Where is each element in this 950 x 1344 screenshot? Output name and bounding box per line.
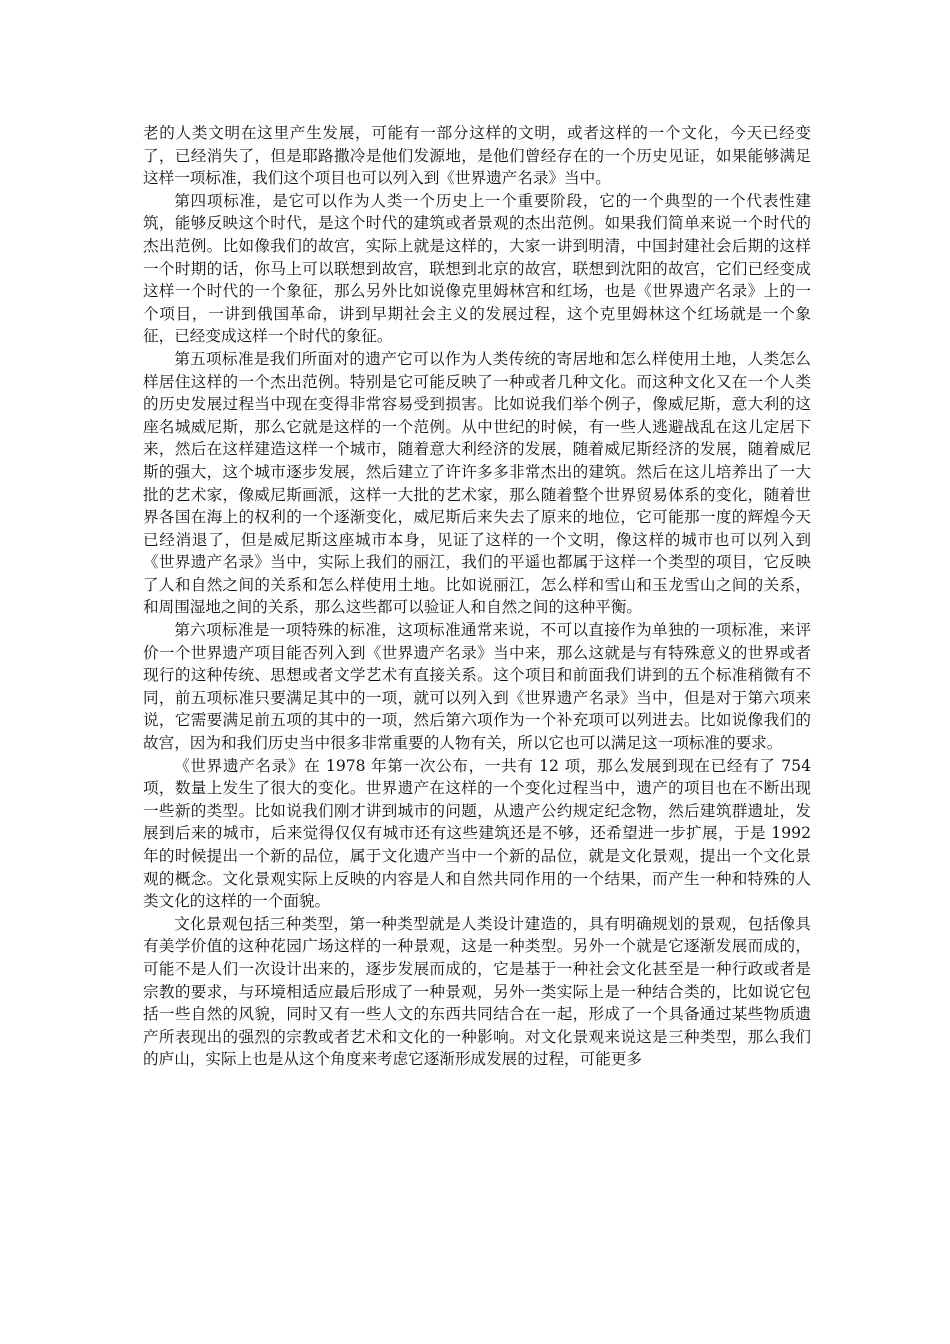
- paragraph-criterion-four: 第四项标准，是它可以作为人类一个历史上一个重要阶段，它的一个典型的一个代表性建筑，能够反映这个时代，是这个时代的建筑或者景观的杰出范例。如果我们简单来说一个时代的杰出范例。比如像我们的故宫，实际上就是这样的，大家一讲到明清，中国封建社会后期的这样一个时期的话，你马上可以联想到故宫，联想到北京的故宫，联想到沈阳的故宫，它们已经变成这样一个时代的一个象征，那么另外比如说像克里姆林宫和红场，也是《世界遗产名录》上的一个项目，一讲到俄国革命，讲到早期社会主义的发展过程，这个克里姆林这个红场就是一个象征，已经变成这样一个时代的象征。: [143, 191, 811, 346]
- document-body: [143, 122, 811, 1071]
- paragraph-cultural-landscape-types: 文化景观包括三种类型，第一种类型就是人类设计建造的，具有明确规划的景观，包括像具有美学价值的这种花园广场这样的一种景观，这是一种类型。另外一个就是它逐渐发展而成的，可能不是人们一次设计出来的，逐步发展而成的，它是基于一种社会文化甚至是一种行政或者是宗教的要求，与环境相适应最后形成了一种景观，另外一类实际上是一种结合类的，比如说它包括一些自然的风貌，同时又有一些人文的东西共同结合在一起，形成了一个具备通过某些物质遗产所表现出的强烈的宗教或者艺术和文化的一种影响。对文化景观来说这是三种类型，那么我们的庐山，实际上也是从这个角度来考虑它逐渐形成发展的过程，可能更多: [143, 914, 811, 1069]
- paragraph-world-heritage-list: 《世界遗产名录》在 1978 年第一次公布，一共有 12 项，那么发展到现在已经有了 754 项，数量上发生了很大的变化。世界遗产在这样的一个变化过程当中，遗产的项目也在不断出现一些新的类型。比如说我们刚才讲到城市的问题，从遗产公约规定纪念物，然后建筑群遗址，发展到后来的城市，后来觉得仅仅有城市还有这些建筑还是不够，还希望进一步扩展，于是 1992 年的时候提出一个新的品位，属于文化遗产当中一个新的品位，就是文化景观，提出一个文化景观的概念。文化景观实际上反映的内容是人和自然共同作用的一个结果，而产生一种和特殊的人类文化的这样的一个面貌。: [143, 756, 811, 911]
- paragraph-criterion-five: 第五项标准是我们所面对的遗产它可以作为人类传统的寄居地和怎么样使用土地，人类怎么样居住这样的一个杰出范例。特别是它可能反映了一种或者几种文化。而这种文化又在一个人类的历史发展过程当中现在变得非常容易受到损害。比如说我们举个例子，像威尼斯，意大利的这座名城威尼斯，那么它就是这样的一个范例。从中世纪的时候，有一些人逃避战乱在这儿定居下来，然后在这样建造这样一个城市，随着意大利经济的发展，随着威尼斯经济的发展，随着威尼斯的强大，这个城市逐步发展，然后建立了许许多多非常杰出的建筑。然后在这儿培养出了一大批的艺术家，像威尼斯画派，这样一大批的艺术家，那么随着整个世界贸易体系的变化，随着世界各国在海上的权利的一个逐渐变化，威尼斯后来失去了原来的地位，它可能那一度的辉煌今天已经消退了，但是威尼斯这座城市本身，见证了这样的一个文明，像这样的城市也可以列入到《世界遗产名录》当中，实际上我们的丽江，我们的平遥也都属于这样一个类型的项目，它反映了人和自然之间的关系和怎么样使用土地。比如说丽江，怎么样和雪山和玉龙雪山之间的关系，和周围湿地之间的关系，那么这些都可以验证人和自然之间的这种平衡。: [143, 349, 811, 617]
- paragraph-criterion-six: 第六项标准是一项特殊的标准，这项标准通常来说，不可以直接作为单独的一项标准，来评价一个世界遗产项目能否列入到《世界遗产名录》当中来，那么这就是与有特殊意义的世界或者现行的这种传统、思想或者文学艺术有直接关系。这个项目和前面我们讲到的五个标准稍微有不同，前五项标准只要满足其中的一项，就可以列入到《世界遗产名录》当中，但是对于第六项来说，它需要满足前五项的其中的一项，然后第六项作为一个补充项可以列进去。比如说像我们的故宫，因为和我们历史当中很多非常重要的人物有关，所以它也可以满足这一项标准的要求。: [143, 621, 811, 753]
- paragraph-continuation: 老的人类文明在这里产生发展，可能有一部分这样的文明，或者这样的一个文化，今天已经变了，已经消失了，但是耶路撒冷是他们发源地，是他们曾经存在的一个历史见证，如果能够满足这样一项标准，我们这个项目也可以列入到《世界遗产名录》当中。: [143, 124, 811, 188]
